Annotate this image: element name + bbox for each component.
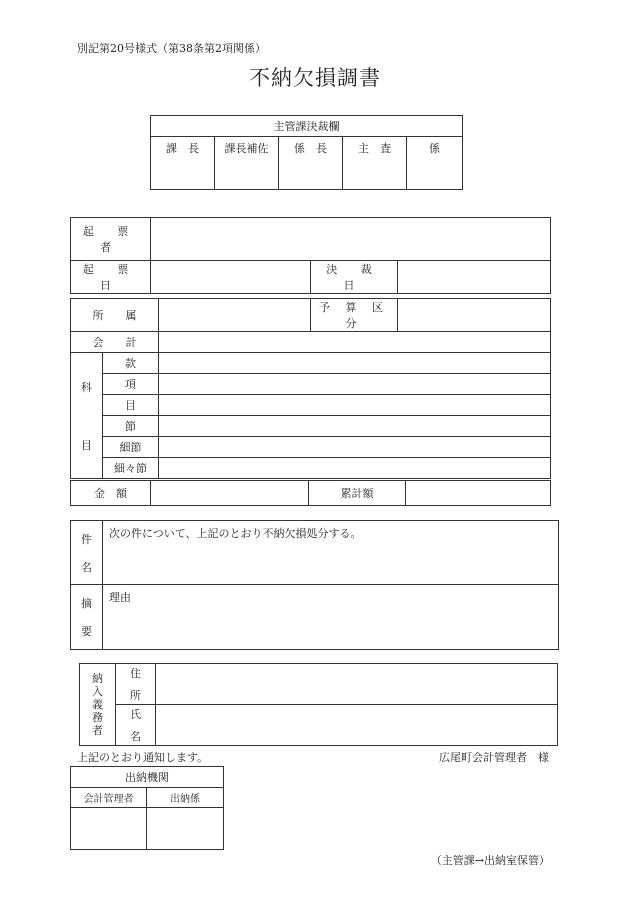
treasury-accountant-seal[interactable] [71, 808, 147, 850]
decision-date-field[interactable] [398, 261, 551, 294]
matter-subject-char-1: 件 [81, 532, 92, 546]
matter-subject-char-2: 名 [81, 560, 92, 574]
matter-subject-label [71, 521, 103, 585]
matter-subject-field[interactable] [103, 521, 559, 585]
subject-field-saisetsu[interactable] [159, 437, 551, 458]
matter-table [70, 520, 559, 650]
approval-col-deputy-chief: 課長補佐 [215, 137, 279, 190]
approval-col-staff: 係 [407, 137, 463, 190]
address-char-2: 所 [130, 689, 141, 702]
subject-item-kan: 款 [103, 353, 159, 374]
department-label: 所 属 [71, 299, 159, 332]
name-label [116, 705, 156, 746]
drafter-label: 起 票 者 [71, 218, 151, 261]
obligor-char-2: 入 [92, 685, 103, 698]
subject-field-kou[interactable] [159, 374, 551, 395]
subject-item-moku: 目 [103, 395, 159, 416]
address-field[interactable] [156, 664, 558, 705]
amount-label: 金 額 [71, 481, 151, 506]
subject-item-saisetsu: 細節 [103, 437, 159, 458]
subject-item-saisaisetsu: 細々節 [103, 458, 159, 479]
approval-heading: 主管課決裁欄 [151, 116, 463, 137]
name-char-2: 名 [130, 730, 141, 743]
subject-item-kou: 項 [103, 374, 159, 395]
budget-table-main [70, 298, 551, 479]
address-label [116, 664, 156, 705]
summary-char-2: 要 [81, 625, 92, 638]
cumulative-label: 累計額 [309, 481, 406, 506]
approval-col-section-chief: 課 長 [151, 137, 215, 190]
notice-text: 上記のとおり通知します。 [77, 751, 209, 764]
subject-field-setsu[interactable] [159, 416, 551, 437]
summary-char-1: 摘 [81, 597, 92, 610]
accounting-field[interactable] [159, 332, 551, 353]
budget-class-field[interactable] [398, 299, 551, 332]
budget-class-label: 予 算 区 分 [311, 299, 398, 332]
cumulative-field[interactable] [406, 481, 551, 506]
addressee-text: 広尾町会計管理者 様 [439, 751, 549, 764]
obligor-label [80, 664, 116, 746]
summary-text: 理由 [109, 591, 131, 604]
subject-item-setsu: 節 [103, 416, 159, 437]
treasury-table [70, 766, 224, 850]
approval-col-unit-chief: 係 長 [279, 137, 343, 190]
name-field[interactable] [156, 705, 558, 746]
drafter-field[interactable] [151, 218, 551, 261]
obligor-char-4: 務 [92, 711, 103, 724]
approval-col-inspector: 主 査 [343, 137, 407, 190]
subject-char-1: 科 [81, 380, 92, 394]
obligor-char-3: 義 [92, 698, 103, 711]
name-char-1: 氏 [130, 708, 141, 721]
obligor-char-1: 納 [92, 672, 103, 685]
amount-field[interactable] [151, 481, 309, 506]
subject-field-moku[interactable] [159, 395, 551, 416]
storage-note: （主管課→出納室保管） [430, 854, 550, 867]
treasury-heading: 出納機関 [71, 767, 224, 788]
department-field[interactable] [159, 299, 311, 332]
treasury-col-accountant: 会計管理者 [71, 788, 147, 808]
address-char-1: 住 [130, 667, 141, 680]
matter-subject-text: 次の件について、上記のとおり不納欠損処分する。 [109, 527, 362, 540]
treasury-col-cashier: 出納係 [147, 788, 224, 808]
summary-label [71, 585, 103, 650]
decision-date-label: 決 裁 日 [311, 261, 398, 294]
subject-field-saisaisetsu[interactable] [159, 458, 551, 479]
form-reference: 別記第20号様式（第38条第2項関係） [77, 42, 266, 55]
accounting-label: 会 計 [71, 332, 159, 353]
amount-table [70, 480, 551, 506]
summary-field[interactable] [103, 585, 559, 650]
draft-date-field[interactable] [151, 261, 311, 294]
subject-char-2: 目 [81, 438, 92, 452]
subject-label [71, 353, 103, 479]
treasury-cashier-seal[interactable] [147, 808, 224, 850]
subject-field-kan[interactable] [159, 353, 551, 374]
page-title: 不納欠損調書 [249, 66, 381, 90]
draft-date-label: 起 票 日 [71, 261, 151, 294]
obligor-char-5: 者 [92, 724, 103, 737]
drafting-table [70, 217, 551, 294]
obligor-table [79, 663, 558, 746]
approval-table [150, 115, 463, 190]
